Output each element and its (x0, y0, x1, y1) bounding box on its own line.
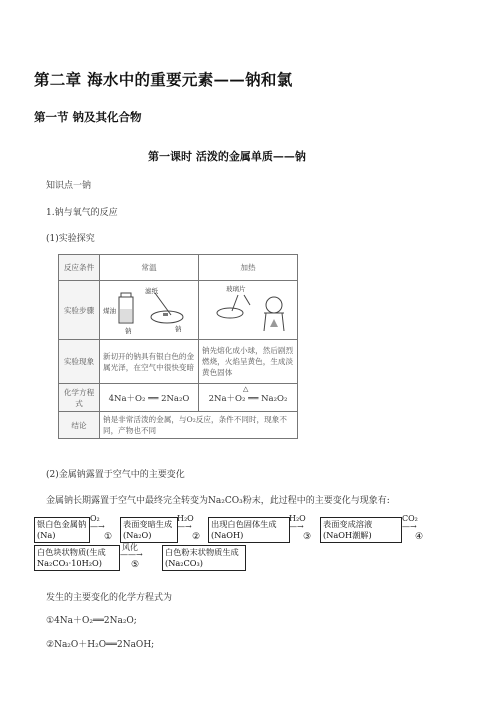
row-label-phenomenon: 实验现象 (59, 340, 100, 384)
flow-box-naoh: 出现白色固体生成(NaOH) (208, 517, 290, 543)
label-kerosene: 煤油 (103, 307, 116, 315)
flow-reagent-4: CO₂ (402, 514, 418, 523)
label-sodium-2: 钠 (175, 325, 182, 333)
flow-reagent-5: 风化 (122, 543, 138, 552)
item-3: 发生的主要变化的化学方程式为 (46, 593, 173, 603)
item-1a: (1)实验探究 (46, 234, 95, 244)
flow-reagent-1: O₂ (90, 514, 100, 523)
header-room-temp: 常温 (100, 255, 199, 281)
conclusion-text: 钠是非常活泼的金属，与O₂反应，条件不同时，现象不同，产物也不同 (100, 412, 298, 439)
flow-arrow-2: —→ (177, 522, 192, 531)
flow-reagent-2: H₂O (177, 514, 194, 523)
flow-step-5: ⑤ (131, 560, 140, 570)
flow-box-na2co3: 白色粉末状物质生成(Na₂CO₃) (162, 545, 246, 571)
flow-box-deliquescence: 表面变成溶液(NaOH潮解) (320, 517, 402, 543)
flow-step-1: ① (104, 532, 113, 542)
flow-box-na2o: 表面变暗生成(Na₂O) (120, 517, 178, 543)
section-title: 第一节 钠及其化合物 (34, 110, 142, 124)
steps-heating-illustration (199, 281, 298, 340)
equation-room-temp: 4Na＋O₂ ══ 2Na₂O (100, 384, 199, 412)
label-filter-paper: 滤纸 (145, 287, 158, 295)
label-glass-plate: 玻璃片 (226, 285, 246, 293)
row-label-steps: 实验步骤 (59, 281, 100, 340)
flow-step-2: ② (192, 532, 201, 542)
header-heating: 加热 (199, 255, 298, 281)
equation-heating-cell (199, 384, 298, 412)
heating-apparatus-illustration (202, 283, 294, 335)
flow-step-3: ③ (303, 532, 312, 542)
row-label-equation: 化学方程式 (59, 384, 100, 412)
flow-arrow-3: —→ (289, 522, 304, 531)
item-1: 1.钠与氧气的反应 (46, 208, 118, 218)
equation-2: ②Na₂O＋H₂O══2NaOH; (46, 640, 155, 650)
item-2: (2)金属钠露置于空气中的主要变化 (46, 470, 185, 480)
header-condition: 反应条件 (59, 255, 100, 281)
equation-heating: 2Na＋O₂ ══ Na₂O₂ (208, 393, 288, 404)
steps-room-temp-illustration (100, 281, 199, 340)
row-label-conclusion: 结论 (59, 412, 100, 439)
flow-step-4: ④ (415, 532, 424, 542)
phenomenon-room-temp: 新切开的钠具有银白色的金属光泽，在空气中很快变暗 (100, 340, 199, 384)
flow-box-sodium: 银白色金属钠(Na) (34, 517, 90, 543)
heat-condition: △ (243, 385, 249, 393)
equation-1: ①4Na＋O₂══2Na₂O; (46, 616, 137, 626)
flow-reagent-3: H₂O (289, 514, 306, 523)
flow-box-decahydrate: 白色块状物质(生成Na₂CO₃·10H₂O) (34, 545, 120, 571)
lesson-title: 第一课时 活泼的金属单质——钠 (148, 150, 306, 163)
knowledge-point: 知识点一钠 (46, 181, 92, 191)
flow-arrow-4: —→ (402, 522, 417, 531)
room-temp-apparatus-illustration (103, 283, 195, 335)
item-2-description: 金属钠长期露置于空气中最终完全转变为Na₂CO₃粉末，此过程中的主要变化与现象有: (46, 496, 390, 506)
experiment-table (58, 254, 298, 439)
label-sodium-1: 钠 (125, 327, 132, 335)
phenomenon-heating: 钠先熔化成小球，然后剧烈燃烧，火焰呈黄色，生成淡黄色固体 (199, 340, 298, 384)
flow-arrow-5: ——→ (120, 550, 143, 559)
flow-arrow-1: —→ (90, 522, 105, 531)
chapter-title: 第二章 海水中的重要元素——钠和氯 (34, 70, 293, 89)
